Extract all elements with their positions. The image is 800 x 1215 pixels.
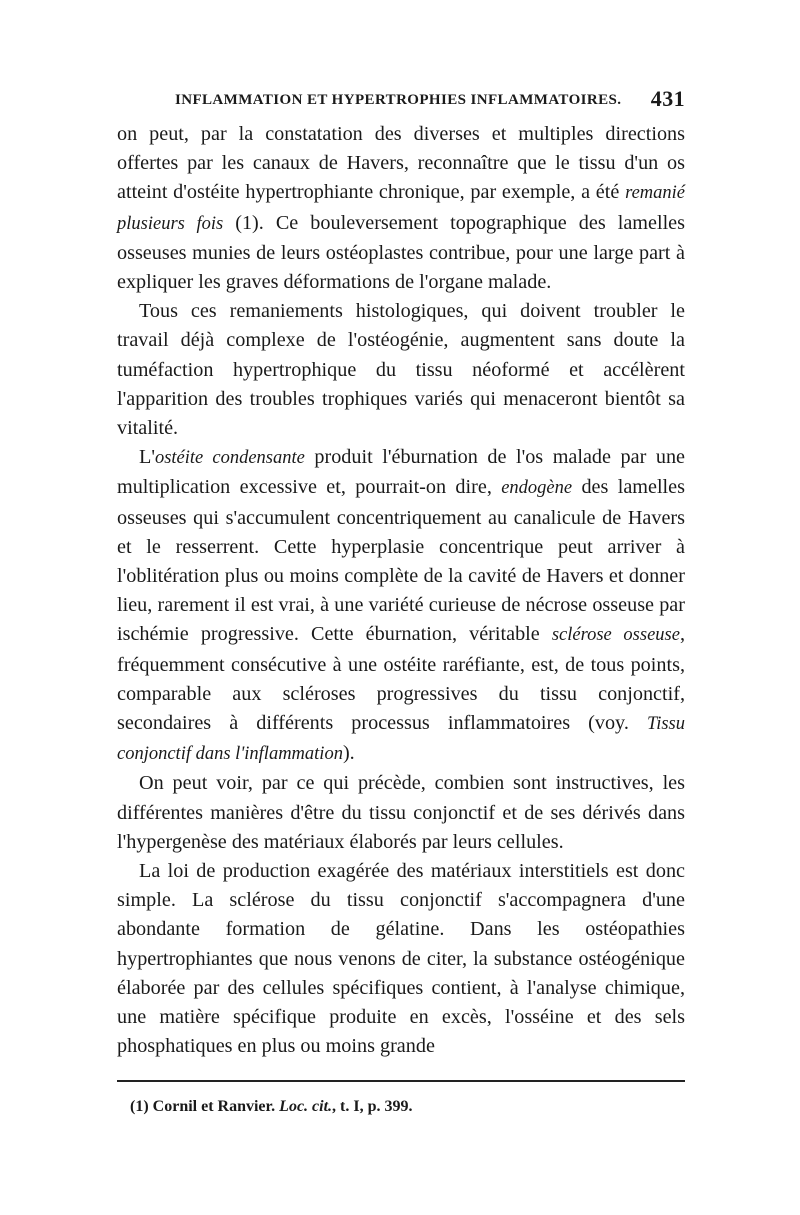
paragraph-1 xyxy=(117,120,685,297)
text-run: (1). Ce bouleversement topographique des lamelles osseuses munies de leurs ostéoplastes contribue, pour une large part à expliquer les graves déformations de l'organe malade. xyxy=(117,211,685,294)
page-number: 431 xyxy=(650,86,685,111)
text-run: des lamelles osseuses qui s'accumulent concentriquement au canalicule de Havers et le resserrent. Cette hyperplasie concentrique peut arriver à l'oblitération plus ou moins complète de la cavité de Havers et donner lieu, rarement il est vrai, à une variété curieuse de nécrose osseuse par ischémie progressive. Cette éburnation, véritable xyxy=(117,476,685,646)
italic-phrase: sclérose osseuse xyxy=(551,625,680,646)
footnote-rule xyxy=(117,1080,685,1082)
footnote-authors: Cornil et Ranvier. xyxy=(152,1098,276,1115)
footnote xyxy=(130,1098,413,1116)
italic-phrase: remanié plusieurs fois xyxy=(117,183,685,234)
text-run: Tous ces remaniements histologiques, qui doivent troubler le travail déjà complexe de l'ostéogénie, augmentent sans doute la tuméfaction hypertrophique du tissu néoformé et accélèrent l'apparition des troubles trophiques variés qui menaceront bientôt sa vitalité. xyxy=(117,300,685,440)
footnote-tail: , t. I, p. 399. xyxy=(332,1098,413,1115)
italic-phrase: endogène xyxy=(501,478,573,499)
text-run: ). xyxy=(342,742,355,765)
paragraph-3 xyxy=(117,443,685,769)
paragraph-5 xyxy=(117,857,685,1061)
running-title: INFLAMMATION ET HYPERTROPHIES INFLAMMATOIRES. xyxy=(175,92,622,108)
italic-phrase: ostéite condensante xyxy=(154,448,305,469)
text-run: produit l'éburnation de l'os malade par une multiplication excessive et, pourrait-on dire, xyxy=(117,446,685,499)
text-run: , fréquemment consécutive à une ostéite raréfiante, est, de tous points, comparable aux scléroses progressives du tissu conjonctif, secondaires à différents processus inflammatoires (voy. xyxy=(117,623,685,735)
italic-phrase: Tissu conjonctif dans l'inflammation xyxy=(117,714,685,765)
footnote-ref: Loc. cit. xyxy=(279,1098,333,1115)
footnote-marker: (1) xyxy=(130,1098,149,1115)
paragraph-4 xyxy=(117,769,685,857)
text-run: on peut, par la constatation des diverses et multiples directions offertes par les canaux de Havers, reconnaître que le tissu d'un os atteint d'ostéite hypertrophiante chronique, par exemple, a été xyxy=(117,123,685,204)
running-header xyxy=(175,86,685,111)
text-run: On peut voir, par ce qui précède, combien sont instructives, les différentes manières d'être du tissu conjonctif et de ses dérivés dans l'hypergenèse des matériaux élaborés par leurs cellules. xyxy=(117,772,685,853)
body-text xyxy=(117,120,685,1062)
text-run: La loi de production exagérée des matériaux interstitiels est donc simple. La sclérose du tissu conjonctif s'accompagnera d'une abondante formation de gélatine. Dans les ostéopathies hypertrophiantes que nous venons de citer, la substance ostéogénique élaborée par des cellules spécifiques contient, à l'analyse chimique, une matière spécifique produite en excès, l'osséine et des sels phosphatiques en plus ou moins grande xyxy=(117,860,685,1058)
paragraph-2 xyxy=(117,297,685,443)
text-run: L' xyxy=(139,446,155,469)
